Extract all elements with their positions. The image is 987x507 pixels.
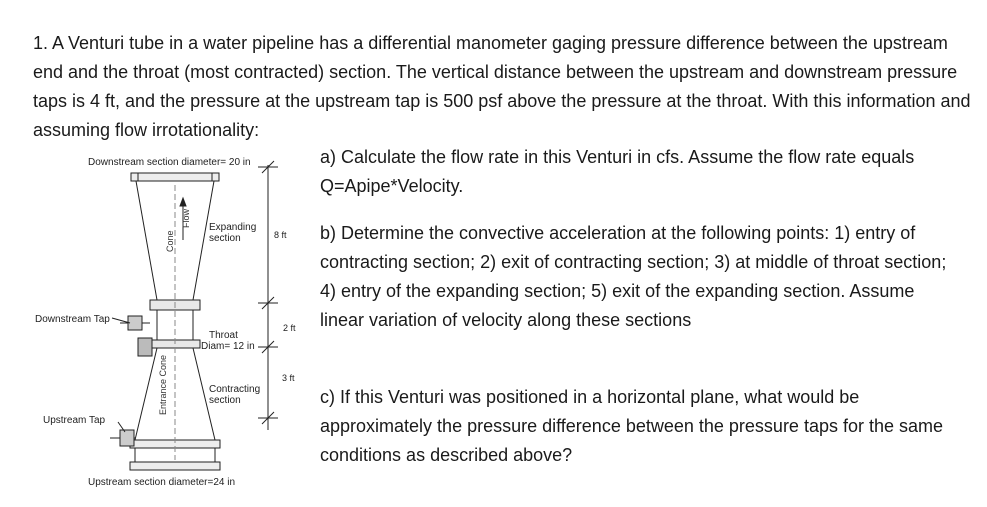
- problem-intro: 1. A Venturi tube in a water pipeline has a differential manometer gaging pressure difference between the upstream end and the throat (most contracted) section. The vertical distance between the upstream and downstream pressure taps is 4 ft, and the pressure at the upstream tap is 500 psf above the pressure at the throat. With this information and assuming flow irrotationality:: [33, 33, 971, 140]
- downstream-tap-valve: [128, 316, 142, 330]
- label-3ft: 3 ft: [282, 373, 295, 383]
- question-a: a) Calculate the flow rate in this Venturi in cfs. Assume the flow rate equals Q=Apipe*Velocity.: [320, 147, 915, 196]
- label-contracting-1: Contracting: [209, 384, 261, 395]
- label-flow: Flow: [181, 208, 191, 228]
- label-upstream-diameter: Upstream section diameter=24 in: [88, 477, 236, 488]
- label-upstream-tap: Upstream Tap: [43, 415, 106, 426]
- label-cone: Cone: [165, 230, 175, 252]
- venturi-diagram: [0, 140, 310, 500]
- label-entrance-cone: Entrance Cone: [158, 354, 168, 415]
- label-8ft: 8 ft: [274, 230, 287, 240]
- label-expanding-1: Expanding: [209, 222, 257, 233]
- label-downstream-tap: Downstream Tap: [35, 314, 110, 325]
- expanding-wall-left: [136, 181, 157, 300]
- label-downstream-diameter: Downstream section diameter= 20 in: [88, 157, 251, 168]
- upstream-tap-valve: [120, 430, 134, 446]
- label-throat-2: Diam= 12 in: [201, 341, 255, 352]
- question-b: b) Determine the convective acceleration at the following points: 1) entry of contracting section; 2) exit of contracting section; 3) at middle of throat section; 4) entry of the expanding section; 5) exit of the expanding section. Assume linear variation of velocity along these sections: [320, 223, 947, 330]
- top-flange: [131, 173, 219, 181]
- contracting-wall-left: [135, 348, 157, 440]
- bottom-flange: [130, 462, 220, 470]
- label-contracting-2: section: [209, 395, 241, 406]
- label-expanding-2: section: [209, 233, 241, 244]
- label-2ft: 2 ft: [283, 323, 296, 333]
- question-c: c) If this Venturi was positioned in a horizontal plane, what would be approximately the pressure difference between the pressure taps for the same conditions as described above?: [320, 387, 944, 465]
- label-throat-1: Throat: [209, 330, 238, 341]
